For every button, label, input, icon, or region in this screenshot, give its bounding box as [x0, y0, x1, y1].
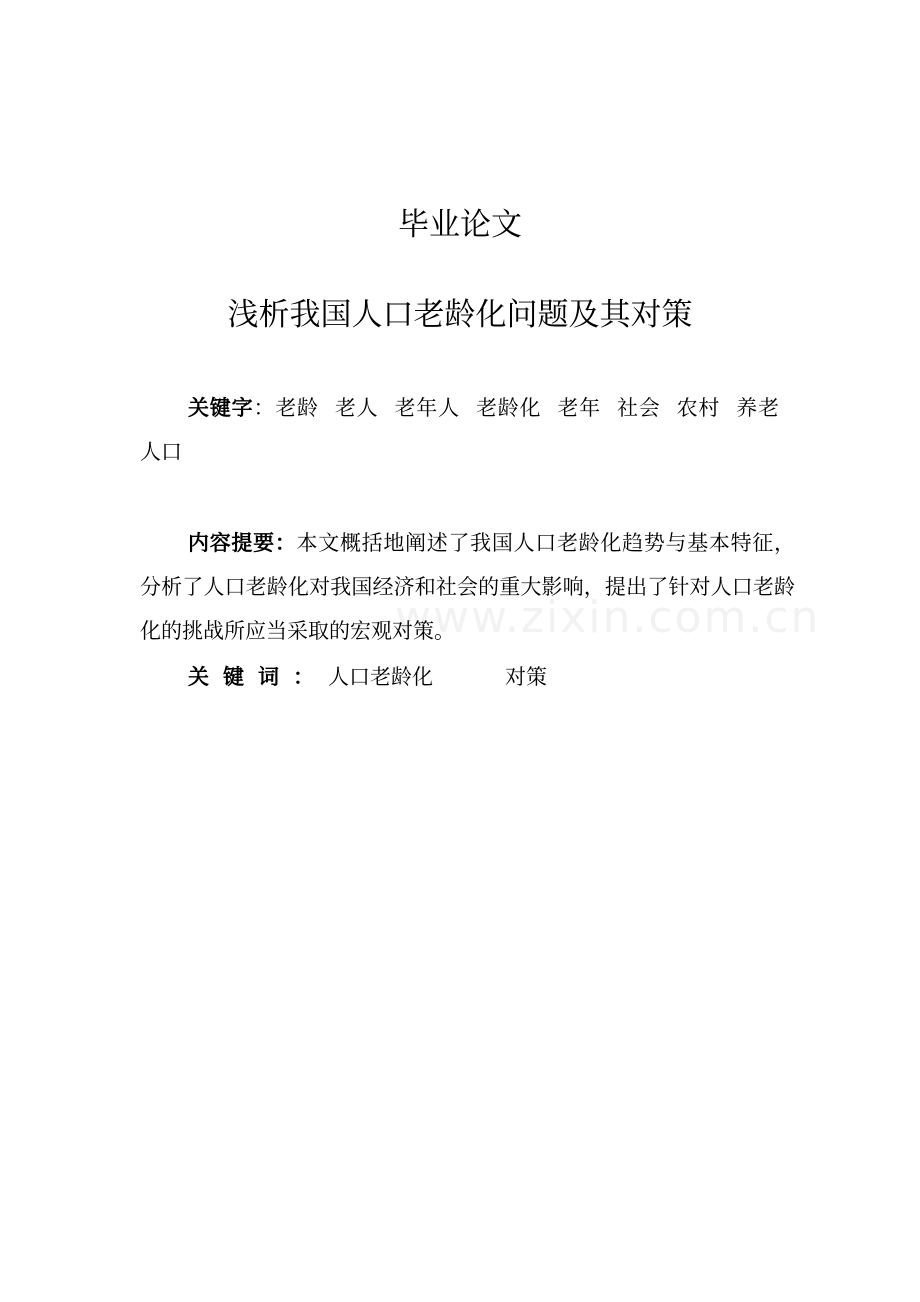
keyword-item: 对策 — [505, 665, 547, 689]
document-heading: 毕业论文 — [398, 207, 522, 243]
keyword-item: 养老 — [736, 396, 780, 420]
keyword-item: 老年人 — [394, 396, 460, 420]
abstract-paragraph — [140, 521, 795, 653]
keyword-item: 老龄 — [275, 396, 319, 420]
keywords-line-label: 关键词： — [188, 665, 328, 689]
keyword-item: 老人 — [334, 396, 379, 420]
keywords-separator: ： — [253, 396, 276, 420]
abstract-text: 本文概括地阐述了我国人口老龄化趋势与基本特征，分析了人口老龄化对我国经济和社会的重大影响，提出了针对人口老龄化的挑战所应当采取的宏观对策。 — [140, 531, 796, 643]
keywords-paragraph — [140, 386, 795, 474]
keywords-line — [188, 655, 547, 699]
keyword-item: 老年 — [557, 396, 601, 420]
keyword-item: 老龄化 — [475, 396, 542, 420]
keyword-item: 社会 — [617, 396, 661, 420]
keyword-item: 农村 — [676, 396, 721, 420]
document-title: 浅析我国人口老龄化问题及其对策 — [227, 297, 693, 333]
keyword-item: 人口老龄化 — [328, 665, 433, 689]
keywords-label: 关键字 — [188, 396, 254, 420]
watermark: www.zixin.com.cn — [395, 592, 821, 643]
abstract-label: 内容提要： — [188, 531, 297, 555]
keyword-item: 人口 — [140, 440, 182, 464]
